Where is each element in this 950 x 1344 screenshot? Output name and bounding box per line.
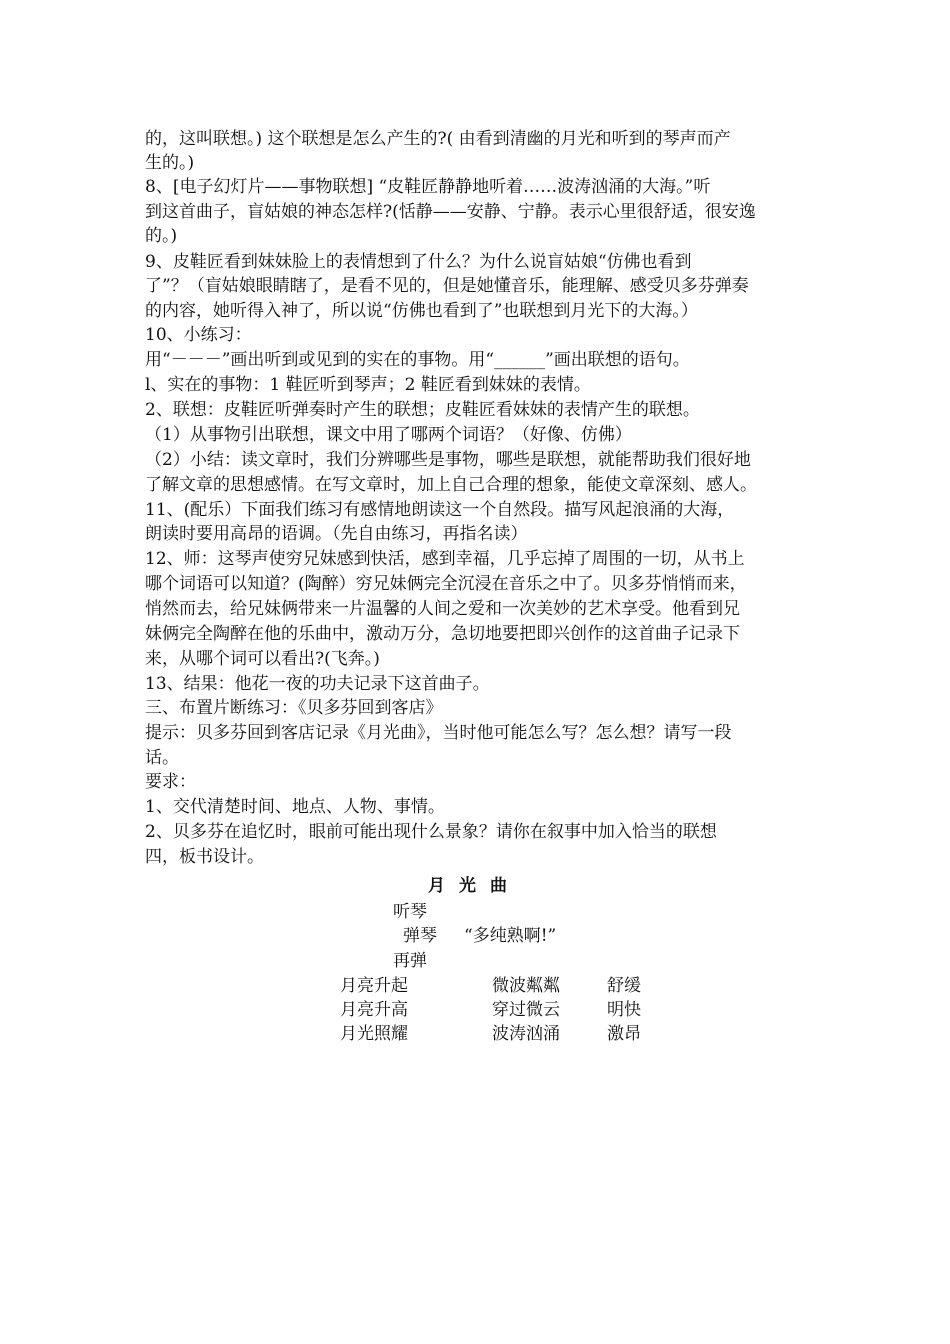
text-line: （2）小结：读文章时，我们分辨哪些是事物，哪些是联想，就能帮助我们很好地 <box>145 450 751 470</box>
board-replay: 再弹 <box>393 951 427 971</box>
text-line: 12、师：这琴声使穷兄妹感到快活，感到幸福，几乎忘掉了周围的一切，从书上 <box>145 549 745 569</box>
text-line: 2、联想：皮鞋匠听弹奏时产生的联想；皮鞋匠看妹妹的表情产生的联想。 <box>145 400 700 420</box>
board-row-3-moon: 月光照耀 <box>340 1024 408 1044</box>
text-line: 要求： <box>145 772 196 792</box>
text-line: 了”？（盲姑娘眼睛瞎了，是看不见的，但是她懂音乐，能理解、感受贝多芬弹奏 <box>145 276 749 296</box>
text-line: 悄然而去，给兄妹俩带来一片温馨的人间之爱和一次美妙的艺术享受。他看到兄 <box>145 599 740 619</box>
text-line: 妹俩完全陶醉在他的乐曲中，激动万分，急切地要把即兴创作的这首曲子记录下 <box>145 624 740 644</box>
board-row-2-moon: 月亮升高 <box>340 1000 408 1020</box>
board-title: 月光曲 <box>428 876 521 896</box>
board-row-3-mood: 激昂 <box>607 1024 641 1044</box>
text-line: 到这首曲子，盲姑娘的神态怎样?(恬静——安静、宁静。表示心里很舒适，很安逸 <box>145 202 756 222</box>
text-line: 朗读时要用高昂的语调。（先自由练习，再指名读） <box>145 524 528 544</box>
text-line: 9、皮鞋匠看到妹妹脸上的表情想到了什么？为什么说盲姑娘“仿佛也看到 <box>145 252 692 272</box>
text-line: 1、交代清楚时间、地点、人物、事情。 <box>145 797 445 817</box>
text-line: 话。 <box>145 748 179 768</box>
text-line: 提示：贝多芬回到客店记录《月光曲》，当时他可能怎么写？怎么想？请写一段 <box>145 723 732 743</box>
text-line: 来，从哪个词可以看出?(飞奔。) <box>145 649 380 669</box>
text-line: l、实在的事物：1 鞋匠听到琴声；2 鞋匠看到妹妹的表情。 <box>145 375 591 395</box>
board-row-1-sea: 微波粼粼 <box>492 976 560 996</box>
text-line: 三、布置片断练习：《贝多芬回到客店》 <box>145 698 443 718</box>
text-line: 的内容，她听得入神了，所以说“仿佛也看到了”也联想到月光下的大海。） <box>145 301 698 321</box>
text-line: 哪个词语可以知道？(陶醉）穷兄妹俩完全沉浸在音乐之中了。贝多芬悄悄而来， <box>145 574 747 594</box>
board-row-1-mood: 舒缓 <box>607 976 641 996</box>
text-line: 的，这叫联想。) 这个联想是怎么产生的?( 由看到清幽的月光和听到的琴声而产 <box>145 129 731 149</box>
text-line: （1）从事物引出联想，课文中用了哪两个词语？（好像、仿佛） <box>145 425 632 445</box>
text-line: 了解文章的思想感情。在写文章时，加上自己合理的想象，能使文章深刻、感人。 <box>145 475 757 495</box>
text-line: 四，板书设计。 <box>145 847 264 867</box>
text-line: 13、结果：他花一夜的功夫记录下这首曲子。 <box>145 674 490 694</box>
board-quote: “多纯熟啊!” <box>464 926 557 946</box>
board-row-2-sea: 穿过微云 <box>492 1000 560 1020</box>
text-line: 用“－－－”画出听到或见到的实在的事物。用“______”画出联想的语句。 <box>145 350 690 370</box>
board-row-1-moon: 月亮升起 <box>340 976 408 996</box>
board-row-2-mood: 明快 <box>607 1000 641 1020</box>
board-play: 弹琴 <box>403 926 437 946</box>
board-row-3-sea: 波涛汹涌 <box>492 1024 560 1044</box>
text-line: 11、(配乐）下面我们练习有感情地朗读这一个自然段。描写风起浪涌的大海， <box>145 500 735 520</box>
text-line: 2、贝多芬在追忆时，眼前可能出现什么景象？请你在叙事中加入恰当的联想 <box>145 822 717 842</box>
text-line: 生的。) <box>145 153 195 173</box>
text-line: 8、[电子幻灯片——事物联想] “皮鞋匠静静地听着……波涛汹涌的大海。”听 <box>145 177 711 197</box>
board-listen: 听琴 <box>393 902 427 922</box>
text-line: 的。) <box>145 226 178 246</box>
text-line: 10、小练习： <box>145 325 252 345</box>
